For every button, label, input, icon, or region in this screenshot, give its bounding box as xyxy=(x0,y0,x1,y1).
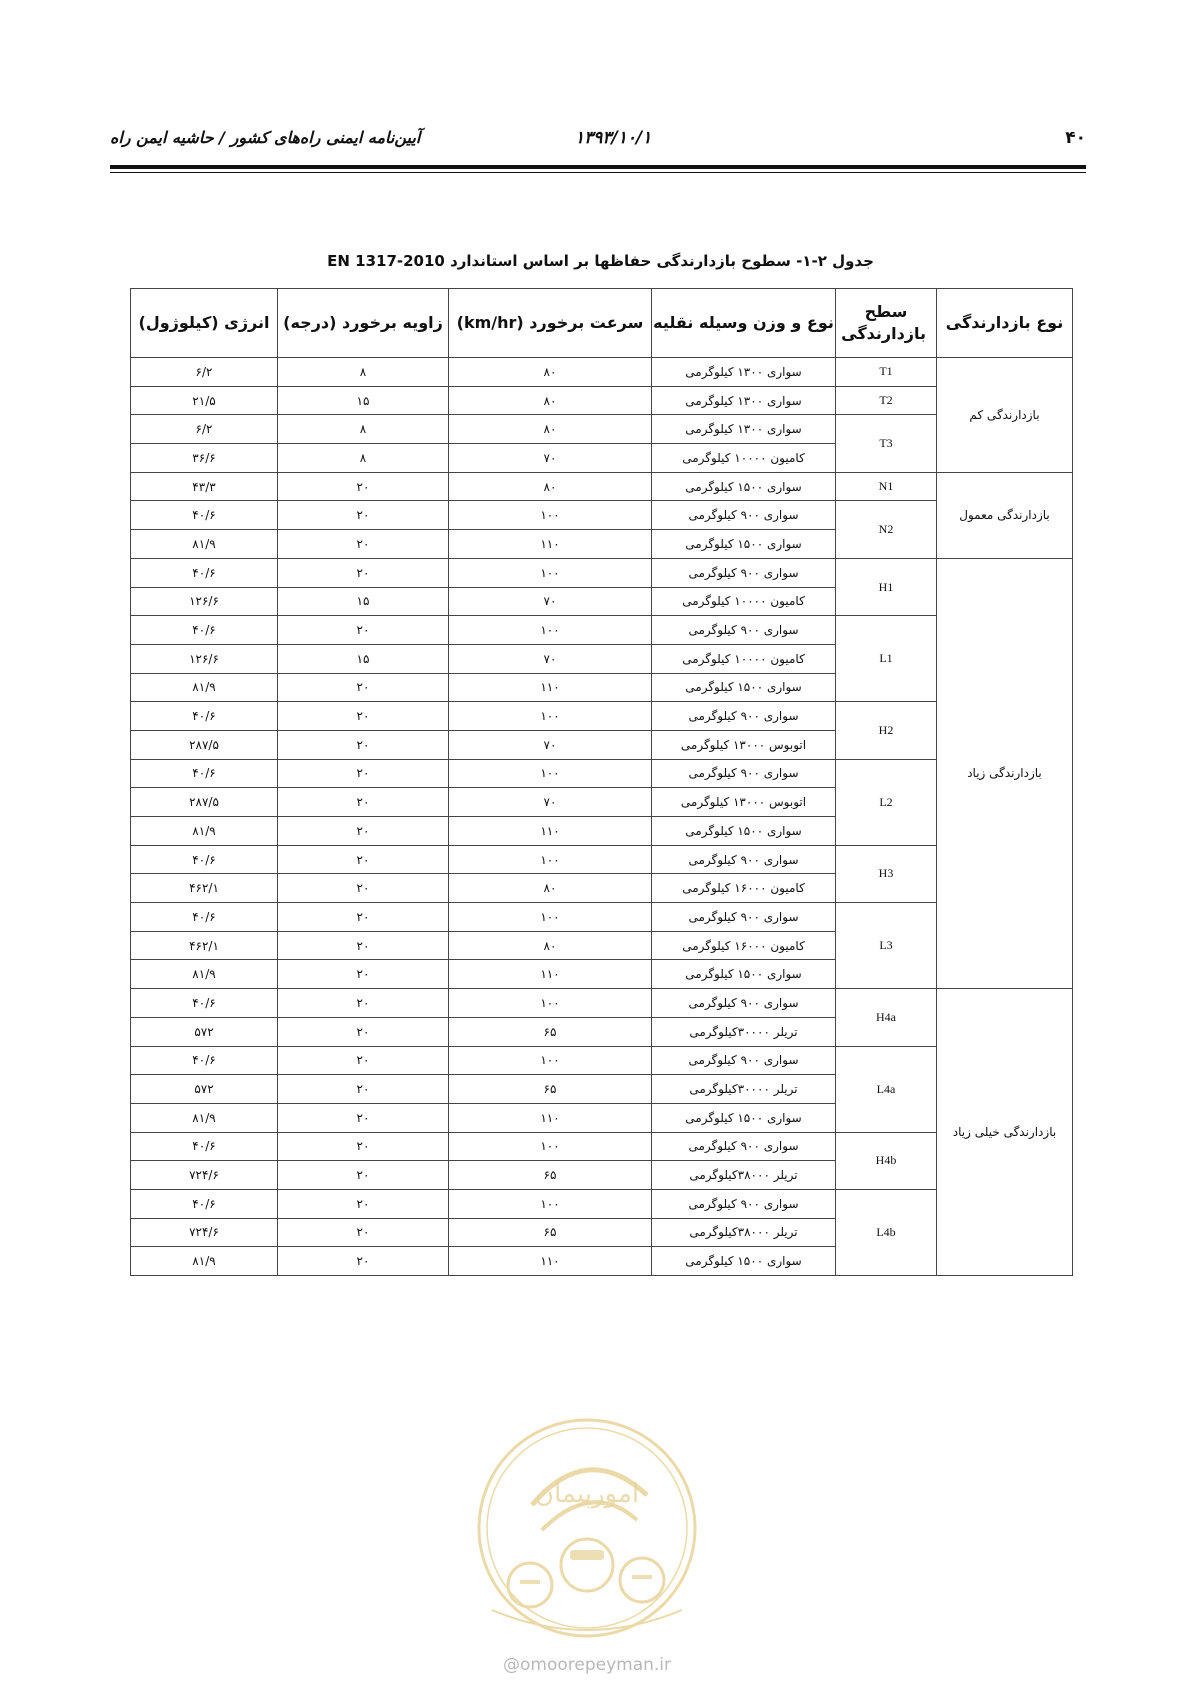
vehicle-cell: سواری ۱۳۰۰ کیلوگرمی xyxy=(652,358,836,387)
table-row xyxy=(131,759,1073,788)
watermark-logo-text: امورپیمان xyxy=(534,1479,640,1509)
table-row xyxy=(131,415,1073,444)
speed-cell: ۸۰ xyxy=(449,472,652,501)
energy-cell: ۴۰/۶ xyxy=(131,1189,278,1218)
col-header-energy: انرژی (کیلوژول) xyxy=(131,289,278,358)
speed-cell: ۱۱۰ xyxy=(449,673,652,702)
speed-cell: ۱۰۰ xyxy=(449,903,652,932)
angle-cell: ۲۰ xyxy=(278,472,449,501)
speed-cell: ۶۵ xyxy=(449,1218,652,1247)
angle-cell: ۲۰ xyxy=(278,1161,449,1190)
energy-cell: ۸۱/۹ xyxy=(131,1103,278,1132)
angle-cell: ۲۰ xyxy=(278,501,449,530)
speed-cell: ۸۰ xyxy=(449,386,652,415)
angle-cell: ۲۰ xyxy=(278,788,449,817)
speed-cell: ۶۵ xyxy=(449,1017,652,1046)
energy-cell: ۴۰/۶ xyxy=(131,1132,278,1161)
vehicle-cell: اتوبوس ۱۳۰۰۰ کیلوگرمی xyxy=(652,788,836,817)
vehicle-cell: کامیون ۱۰۰۰۰ کیلوگرمی xyxy=(652,444,836,473)
vehicle-cell: کامیون ۱۰۰۰۰ کیلوگرمی xyxy=(652,587,836,616)
angle-cell: ۲۰ xyxy=(278,960,449,989)
containment-type-cell: بازدارندگی خیلی زیاد xyxy=(937,989,1073,1276)
vehicle-cell: سواری ۹۰۰ کیلوگرمی xyxy=(652,989,836,1018)
energy-cell: ۱۲۶/۶ xyxy=(131,644,278,673)
speed-cell: ۷۰ xyxy=(449,788,652,817)
energy-cell: ۴۰/۶ xyxy=(131,845,278,874)
containment-level-cell: T3 xyxy=(836,415,937,472)
energy-cell: ۸۱/۹ xyxy=(131,673,278,702)
table-body xyxy=(131,358,1073,1276)
vehicle-cell: سواری ۱۳۰۰ کیلوگرمی xyxy=(652,386,836,415)
vehicle-cell: سواری ۱۵۰۰ کیلوگرمی xyxy=(652,1103,836,1132)
angle-cell: ۲۰ xyxy=(278,759,449,788)
col-header-level-text: سطح بازدارندگی xyxy=(841,302,926,343)
energy-cell: ۲۸۷/۵ xyxy=(131,730,278,759)
speed-cell: ۱۱۰ xyxy=(449,530,652,559)
col-header-vehicle: نوع و وزن وسیله نقلیه xyxy=(652,289,836,358)
header-rule-thick xyxy=(110,165,1086,169)
angle-cell: ۱۵ xyxy=(278,587,449,616)
table-row xyxy=(131,501,1073,530)
energy-cell: ۶/۲ xyxy=(131,415,278,444)
angle-cell: ۸ xyxy=(278,415,449,444)
table-row xyxy=(131,386,1073,415)
vehicle-cell: کامیون ۱۶۰۰۰ کیلوگرمی xyxy=(652,931,836,960)
containment-level-cell: L2 xyxy=(836,759,937,845)
table-row xyxy=(131,845,1073,874)
vehicle-cell: کامیون ۱۶۰۰۰ کیلوگرمی xyxy=(652,874,836,903)
containment-level-cell: H4a xyxy=(836,989,937,1046)
vehicle-cell: سواری ۹۰۰ کیلوگرمی xyxy=(652,759,836,788)
energy-cell: ۱۲۶/۶ xyxy=(131,587,278,616)
speed-cell: ۸۰ xyxy=(449,931,652,960)
table-row xyxy=(131,558,1073,587)
energy-cell: ۲۸۷/۵ xyxy=(131,788,278,817)
speed-cell: ۷۰ xyxy=(449,730,652,759)
speed-cell: ۱۱۰ xyxy=(449,1247,652,1276)
speed-cell: ۱۰۰ xyxy=(449,702,652,731)
speed-cell: ۸۰ xyxy=(449,415,652,444)
containment-level-cell: T2 xyxy=(836,386,937,415)
energy-cell: ۸۱/۹ xyxy=(131,1247,278,1276)
energy-cell: ۴۶۲/۱ xyxy=(131,931,278,960)
col-header-speed: سرعت برخورد (km/hr) xyxy=(449,289,652,358)
vehicle-cell: اتوبوس ۱۳۰۰۰ کیلوگرمی xyxy=(652,730,836,759)
containment-level-cell: L3 xyxy=(836,903,937,989)
table-row xyxy=(131,1189,1073,1218)
containment-level-cell: H4b xyxy=(836,1132,937,1189)
speed-cell: ۱۱۰ xyxy=(449,960,652,989)
energy-cell: ۴۰/۶ xyxy=(131,702,278,731)
vehicle-cell: سواری ۱۵۰۰ کیلوگرمی xyxy=(652,1247,836,1276)
energy-cell: ۷۲۴/۶ xyxy=(131,1218,278,1247)
angle-cell: ۲۰ xyxy=(278,874,449,903)
speed-cell: ۱۰۰ xyxy=(449,845,652,874)
vehicle-cell: سواری ۱۵۰۰ کیلوگرمی xyxy=(652,817,836,846)
speed-cell: ۱۰۰ xyxy=(449,616,652,645)
angle-cell: ۲۰ xyxy=(278,730,449,759)
col-header-type: نوع بازدارندگی xyxy=(937,289,1073,358)
energy-cell: ۶/۲ xyxy=(131,358,278,387)
table-row xyxy=(131,1046,1073,1075)
watermark-logo xyxy=(472,1410,702,1650)
containment-level-cell: H2 xyxy=(836,702,937,759)
col-header-angle: زاویه برخورد (درجه) xyxy=(278,289,449,358)
energy-cell: ۷۲۴/۶ xyxy=(131,1161,278,1190)
angle-cell: ۲۰ xyxy=(278,1017,449,1046)
speed-cell: ۱۰۰ xyxy=(449,1046,652,1075)
speed-cell: ۶۵ xyxy=(449,1075,652,1104)
table-row xyxy=(131,358,1073,387)
speed-cell: ۱۱۰ xyxy=(449,1103,652,1132)
containment-levels-table xyxy=(130,288,1073,1276)
angle-cell: ۱۵ xyxy=(278,644,449,673)
angle-cell: ۸ xyxy=(278,358,449,387)
table-header xyxy=(131,289,1073,358)
speed-cell: ۸۰ xyxy=(449,874,652,903)
containment-level-cell: L4b xyxy=(836,1189,937,1275)
containment-level-cell: L1 xyxy=(836,616,937,702)
energy-cell: ۳۶/۶ xyxy=(131,444,278,473)
speed-cell: ۱۰۰ xyxy=(449,1189,652,1218)
energy-cell: ۴۰/۶ xyxy=(131,558,278,587)
angle-cell: ۲۰ xyxy=(278,1075,449,1104)
page-header xyxy=(110,128,1086,158)
table-caption: جدول ۲-۱- سطوح بازدارندگی حفاظها بر اساس استاندارد EN 1317-2010 xyxy=(327,252,874,270)
vehicle-cell: سواری ۱۵۰۰ کیلوگرمی xyxy=(652,472,836,501)
vehicle-cell: سواری ۹۰۰ کیلوگرمی xyxy=(652,702,836,731)
angle-cell: ۲۰ xyxy=(278,702,449,731)
energy-cell: ۸۱/۹ xyxy=(131,960,278,989)
table-row xyxy=(131,1132,1073,1161)
containment-level-cell: L4a xyxy=(836,1046,937,1132)
containment-type-cell: بازدارندگی زیاد xyxy=(937,558,1073,988)
containment-type-cell: بازدارندگی معمول xyxy=(937,472,1073,558)
page-number: ۴۰ xyxy=(1065,128,1086,148)
speed-cell: ۷۰ xyxy=(449,587,652,616)
vehicle-cell: سواری ۱۳۰۰ کیلوگرمی xyxy=(652,415,836,444)
speed-cell: ۱۱۰ xyxy=(449,817,652,846)
angle-cell: ۲۰ xyxy=(278,1189,449,1218)
table-row xyxy=(131,616,1073,645)
energy-cell: ۵۷۲ xyxy=(131,1075,278,1104)
containment-type-cell: بازدارندگی کم xyxy=(937,358,1073,473)
angle-cell: ۲۰ xyxy=(278,931,449,960)
angle-cell: ۸ xyxy=(278,444,449,473)
angle-cell: ۲۰ xyxy=(278,558,449,587)
table-row xyxy=(131,903,1073,932)
energy-cell: ۴۰/۶ xyxy=(131,989,278,1018)
vehicle-cell: سواری ۹۰۰ کیلوگرمی xyxy=(652,1132,836,1161)
energy-cell: ۸۱/۹ xyxy=(131,530,278,559)
containment-level-cell: H1 xyxy=(836,558,937,615)
energy-cell: ۴۰/۶ xyxy=(131,903,278,932)
vehicle-cell: سواری ۱۵۰۰ کیلوگرمی xyxy=(652,530,836,559)
col-header-level xyxy=(836,289,937,358)
vehicle-cell: سواری ۹۰۰ کیلوگرمی xyxy=(652,903,836,932)
vehicle-cell: سواری ۹۰۰ کیلوگرمی xyxy=(652,1046,836,1075)
header-rule-thin xyxy=(110,172,1086,173)
angle-cell: ۲۰ xyxy=(278,1132,449,1161)
watermark xyxy=(472,1410,702,1680)
angle-cell: ۱۵ xyxy=(278,386,449,415)
containment-level-cell: T1 xyxy=(836,358,937,387)
table-row xyxy=(131,989,1073,1018)
energy-cell: ۴۰/۶ xyxy=(131,1046,278,1075)
energy-cell: ۵۷۲ xyxy=(131,1017,278,1046)
energy-cell: ۸۱/۹ xyxy=(131,817,278,846)
speed-cell: ۱۰۰ xyxy=(449,1132,652,1161)
header-date: ۱۳۹۳/۱۰/۱ xyxy=(575,128,652,148)
angle-cell: ۲۰ xyxy=(278,1103,449,1132)
containment-level-cell: N1 xyxy=(836,472,937,501)
speed-cell: ۱۰۰ xyxy=(449,989,652,1018)
energy-cell: ۴۳/۳ xyxy=(131,472,278,501)
angle-cell: ۲۰ xyxy=(278,616,449,645)
vehicle-cell: تریلر ۳۸۰۰۰کیلوگرمی xyxy=(652,1218,836,1247)
header-row xyxy=(131,289,1073,358)
vehicle-cell: سواری ۱۵۰۰ کیلوگرمی xyxy=(652,673,836,702)
angle-cell: ۲۰ xyxy=(278,1046,449,1075)
energy-cell: ۴۶۲/۱ xyxy=(131,874,278,903)
speed-cell: ۱۰۰ xyxy=(449,558,652,587)
vehicle-cell: سواری ۱۵۰۰ کیلوگرمی xyxy=(652,960,836,989)
speed-cell: ۱۰۰ xyxy=(449,759,652,788)
energy-cell: ۴۰/۶ xyxy=(131,759,278,788)
angle-cell: ۲۰ xyxy=(278,903,449,932)
speed-cell: ۱۰۰ xyxy=(449,501,652,530)
energy-cell: ۲۱/۵ xyxy=(131,386,278,415)
containment-level-cell: H3 xyxy=(836,845,937,902)
vehicle-cell: سواری ۹۰۰ کیلوگرمی xyxy=(652,845,836,874)
angle-cell: ۲۰ xyxy=(278,1247,449,1276)
vehicle-cell: تریلر ۳۸۰۰۰کیلوگرمی xyxy=(652,1161,836,1190)
angle-cell: ۲۰ xyxy=(278,1218,449,1247)
table-row xyxy=(131,702,1073,731)
angle-cell: ۲۰ xyxy=(278,989,449,1018)
angle-cell: ۲۰ xyxy=(278,673,449,702)
vehicle-cell: سواری ۹۰۰ کیلوگرمی xyxy=(652,558,836,587)
table-row xyxy=(131,472,1073,501)
angle-cell: ۲۰ xyxy=(278,817,449,846)
energy-cell: ۴۰/۶ xyxy=(131,616,278,645)
containment-level-cell: N2 xyxy=(836,501,937,558)
angle-cell: ۲۰ xyxy=(278,530,449,559)
speed-cell: ۸۰ xyxy=(449,358,652,387)
watermark-url: @omoorepeyman.ir xyxy=(502,1655,672,1675)
header-title: آیین‌نامه ایمنی راه‌های کشور / حاشیه ایمن راه xyxy=(110,128,421,147)
vehicle-cell: سواری ۹۰۰ کیلوگرمی xyxy=(652,501,836,530)
vehicle-cell: تریلر ۳۰۰۰۰کیلوگرمی xyxy=(652,1075,836,1104)
speed-cell: ۷۰ xyxy=(449,444,652,473)
vehicle-cell: سواری ۹۰۰ کیلوگرمی xyxy=(652,1189,836,1218)
energy-cell: ۴۰/۶ xyxy=(131,501,278,530)
vehicle-cell: سواری ۹۰۰ کیلوگرمی xyxy=(652,616,836,645)
vehicle-cell: کامیون ۱۰۰۰۰ کیلوگرمی xyxy=(652,644,836,673)
vehicle-cell: تریلر ۳۰۰۰۰کیلوگرمی xyxy=(652,1017,836,1046)
speed-cell: ۷۰ xyxy=(449,644,652,673)
speed-cell: ۶۵ xyxy=(449,1161,652,1190)
angle-cell: ۲۰ xyxy=(278,845,449,874)
